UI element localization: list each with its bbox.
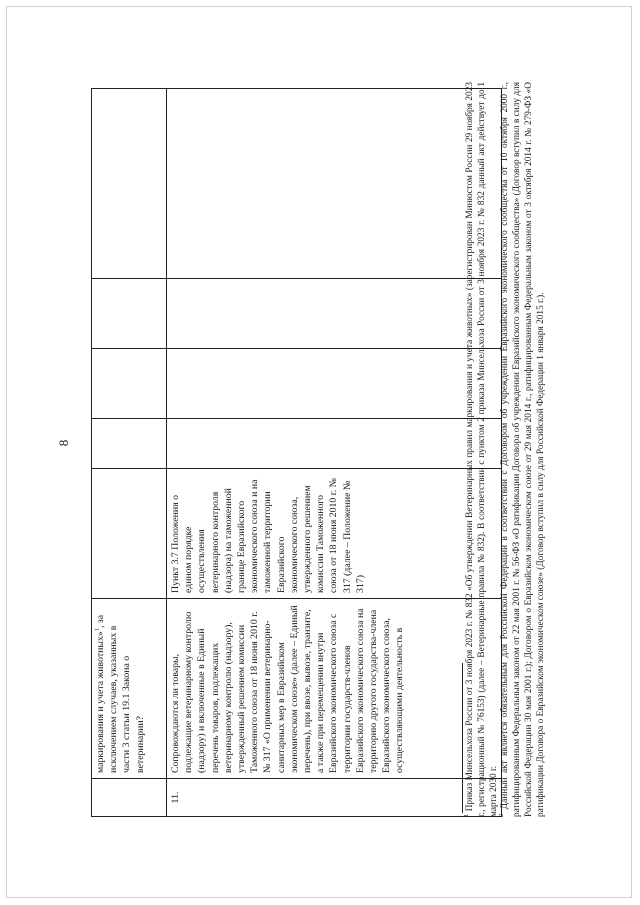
row-number (92, 779, 167, 817)
page-number: 8 (56, 439, 71, 447)
footnote-1 (462, 82, 500, 817)
row-number: 11. (167, 779, 502, 817)
table-row (167, 89, 502, 817)
answer-yes-cell[interactable] (92, 419, 167, 469)
question-text: маркирования и учета животных» (95, 631, 106, 773)
question-cell (92, 599, 167, 779)
answer-no-cell[interactable] (92, 349, 167, 419)
note-cell[interactable] (167, 89, 502, 279)
note-cell[interactable] (92, 89, 167, 279)
question-text-tail: , за исключением случаев, указанных в части 3 статьи 19.1 Закона о ветеринарии? (95, 614, 146, 773)
checklist-table (91, 88, 502, 817)
answer-na-cell[interactable] (92, 279, 167, 349)
question-cell: Сопровождаются ли товары, подлежащие ветеринарному контролю (надзору) и включенные в Единый перечень товаров, подлежащих ветеринарному контролю (надзору), утвержденный решением комиссии Таможенного союза от 18 июня 2010 г. № 317 «О применении ветеринарно-санитарных мер в Евразийском экономическом союзе» (далее – Единый перечень), при ввозе, вывозе, транзите, а также при перемещении внутри Евразийского экономического союза с территории государств-членов Евразийского экономического союза на территорию другого государства-члена Евразийского экономического союза, осуществляющими деятельность в (167, 599, 502, 779)
footnote-2 (500, 82, 547, 817)
footnote-mark: 1 (462, 813, 470, 817)
footnotes (462, 82, 548, 817)
answer-no-cell[interactable] (167, 349, 502, 419)
footnote-text: Приказ Минсельхоза России от 3 ноября 2023 г. № 832 «Об утверждении Ветеринарных правил маркирования и учета животных» (зарегистрирован Минюстом России 29 ноября 2023 г., регистрационный № 76153) (далее – Ветеринарные правила № 832). В соответствии с пунктом 2 приказа Минсельхоза России от 3 ноября 2023 г. № 832 данный акт действует до 1 марта 2030 г. (465, 82, 499, 817)
reference-cell (92, 469, 167, 599)
footnote-mark: 2 (498, 813, 506, 817)
answer-na-cell[interactable] (167, 279, 502, 349)
footnote-ref: 1 (93, 627, 101, 632)
footnote-text: Данный акт является обязательным для Российской Федерации в соответствии с Договором об учреждении Евразийского экономического сообщества от 10 октября 2000 г., ратифицированным Федеральным законом от 22 мая 2001 г. № 56-ФЗ «О ратификации Договора об учреждении Евразийского экономического сообщества» (Договор вступил в силу для Российской Федерации 30 мая 2001 г.); Договором о Евразийском экономическом союзе от 29 мая 2014 г., ратифицированным Федеральным законом от 3 октября 2014 г. № 279-ФЗ «О ратификации Договора о Евразийском экономическом союзе» (Договор вступил в силу для Российской Федерации 1 января 2015 г.). (500, 82, 546, 817)
answer-yes-cell[interactable] (167, 419, 502, 469)
table-row (92, 89, 167, 817)
footnote-divider (462, 663, 463, 813)
reference-cell: Пункт 3.7 Положения о едином порядке осуществления ветеринарного контроля (надзора) на таможенной границе Евразийского экономического союза и на таможенной территории Евразийского экономического союза, утвержденного решением комиссии Таможенного союза от 18 июня 2010 г. № 317 (далее – Положение № 317) (167, 469, 502, 599)
